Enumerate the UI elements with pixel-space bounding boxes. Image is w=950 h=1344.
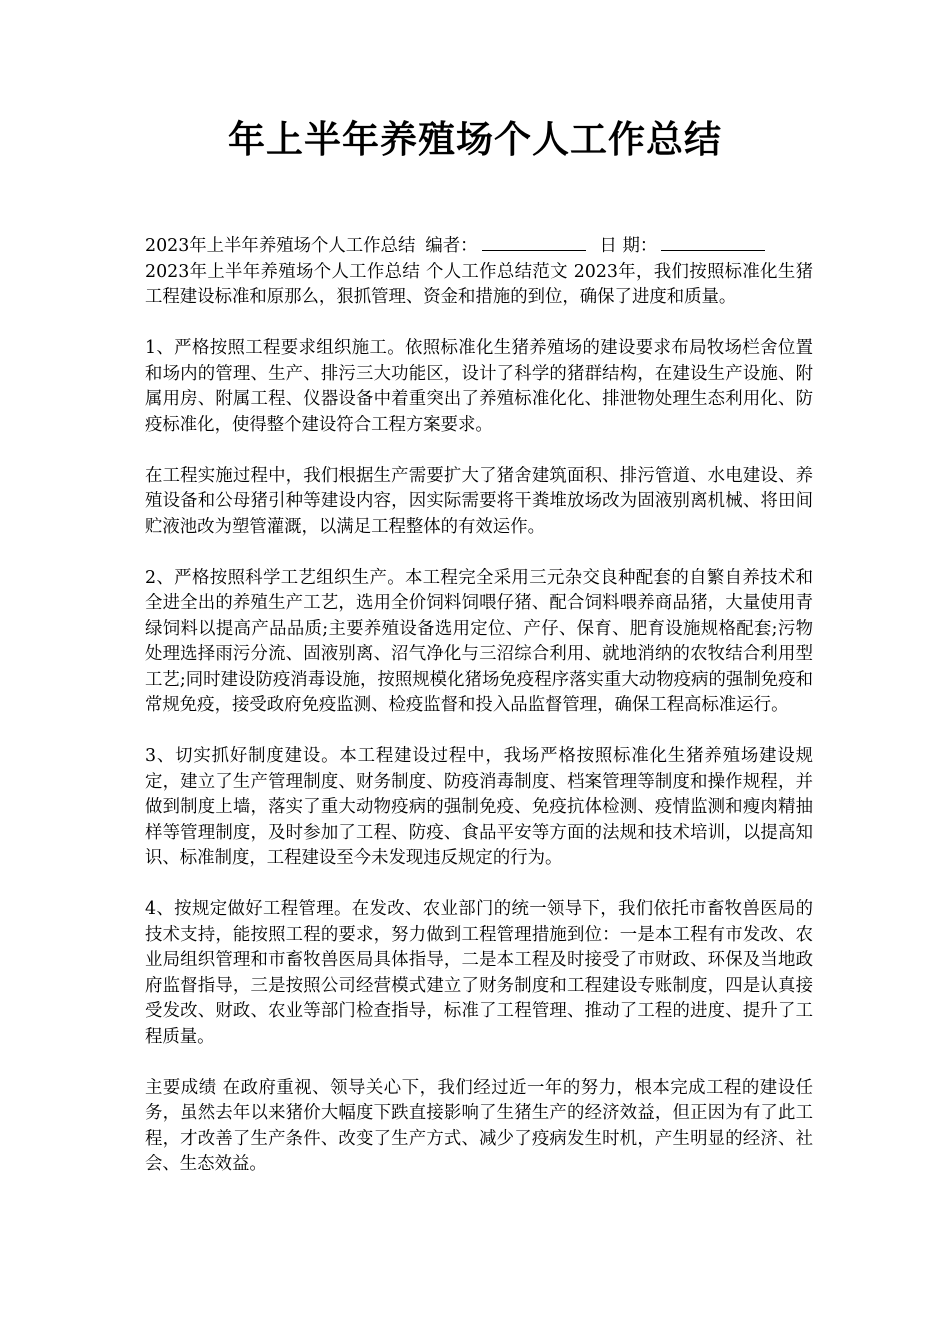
paragraph-6: 主要成绩 在政府重视、领导关心下，我们经过近一年的努力，根本完成工程的建设任务，虽然去年以来猪价大幅度下跌直接影响了生猪生产的经济效益，但正因为有了此工程，才改善了生产条件、改变了生产方式、减少了疫病发生时机，产生明显的经济、社会、生态效益。 — [145, 1077, 813, 1174]
header-title-text: 2023年上半年养殖场个人工作总结 — [145, 236, 416, 256]
paragraph-3: 2、严格按照科学工艺组织生产。本工程完全采用三元杂交良种配套的自繁自养技术和全进全出的养殖生产工艺，选用全价饲料饲喂仔猪、配合饲料喂养商品猪，大量使用青绿饲料以提高产品品质;主要养殖设备选用定位、产仔、保育、肥育设施规格配套;污物处理选择雨污分流、固液别离、沼气净化与三沼综合利用、就地消纳的农牧结合利用型工艺;同时建设防疫消毒设施，按照规模化猪场免疫程序落实重大动物疫病的强制免疫和常规免疫，接受政府免疫监测、检疫监督和投入品监督管理，确保工程高标准运行。 — [145, 567, 813, 715]
editor-label: 编者： — [425, 236, 478, 256]
paragraph-4: 3、切实抓好制度建设。本工程建设过程中，我场严格按照标准化生猪养殖场建设规定，建立了生产管理制度、财务制度、防疫消毒制度、档案管理等制度和操作规程，并做到制度上墙，落实了重大动物疫病的强制免疫、免疫抗体检测、疫情监测和瘦肉精抽样等管理制度，及时参加了工程、防疫、食品平安等方面的法规和技术培训，以提高知识、标准制度，工程建设至今未发现违反规定的行为。 — [145, 746, 813, 868]
date-blank — [661, 236, 765, 251]
document-title: 年上半年养殖场个人工作总结 — [228, 118, 722, 161]
document-header-line — [145, 234, 813, 260]
editor-blank — [482, 236, 586, 251]
document-body — [145, 234, 813, 1203]
paragraph-1: 1、严格按照工程要求组织施工。依照标准化生猪养殖场的建设要求布局牧场栏舍位置和场内的管理、生产、排污三大功能区，设计了科学的猪群结构，在建设生产设施、附属用房、附属工程、仪器设备中着重突出了养殖标准化化、排泄物处理生态利用化、防疫标准化，使得整个建设符合工程方案要求。 — [145, 338, 813, 435]
date-label: 日 期： — [599, 236, 658, 256]
paragraph-5: 4、按规定做好工程管理。在发改、农业部门的统一领导下，我们依托市畜牧兽医局的技术支持，能按照工程的要求，努力做到工程管理措施到位：一是本工程有市发改、农业局组织管理和市畜牧兽医局具体指导，二是本工程及时接受了市财政、环保及当地政府监督指导，三是按照公司经营模式建立了财务制度和工程建设专账制度，四是认真接受发改、财政、农业等部门检查指导，标准了工程管理、推动了工程的进度、提升了工程质量。 — [145, 899, 813, 1047]
paragraph-intro: 2023年上半年养殖场个人工作总结 个人工作总结范文 2023年，我们按照标准化生猪工程建设标准和原那么，狠抓管理、资金和措施的到位，确保了进度和质量。 — [145, 261, 813, 307]
paragraph-2: 在工程实施过程中，我们根据生产需要扩大了猪舍建筑面积、排污管道、水电建设、养殖设备和公母猪引种等建设内容，因实际需要将干粪堆放场改为固液别离机械、将田间贮液池改为塑管灌溉，以满足工程整体的有效运作。 — [145, 465, 813, 537]
